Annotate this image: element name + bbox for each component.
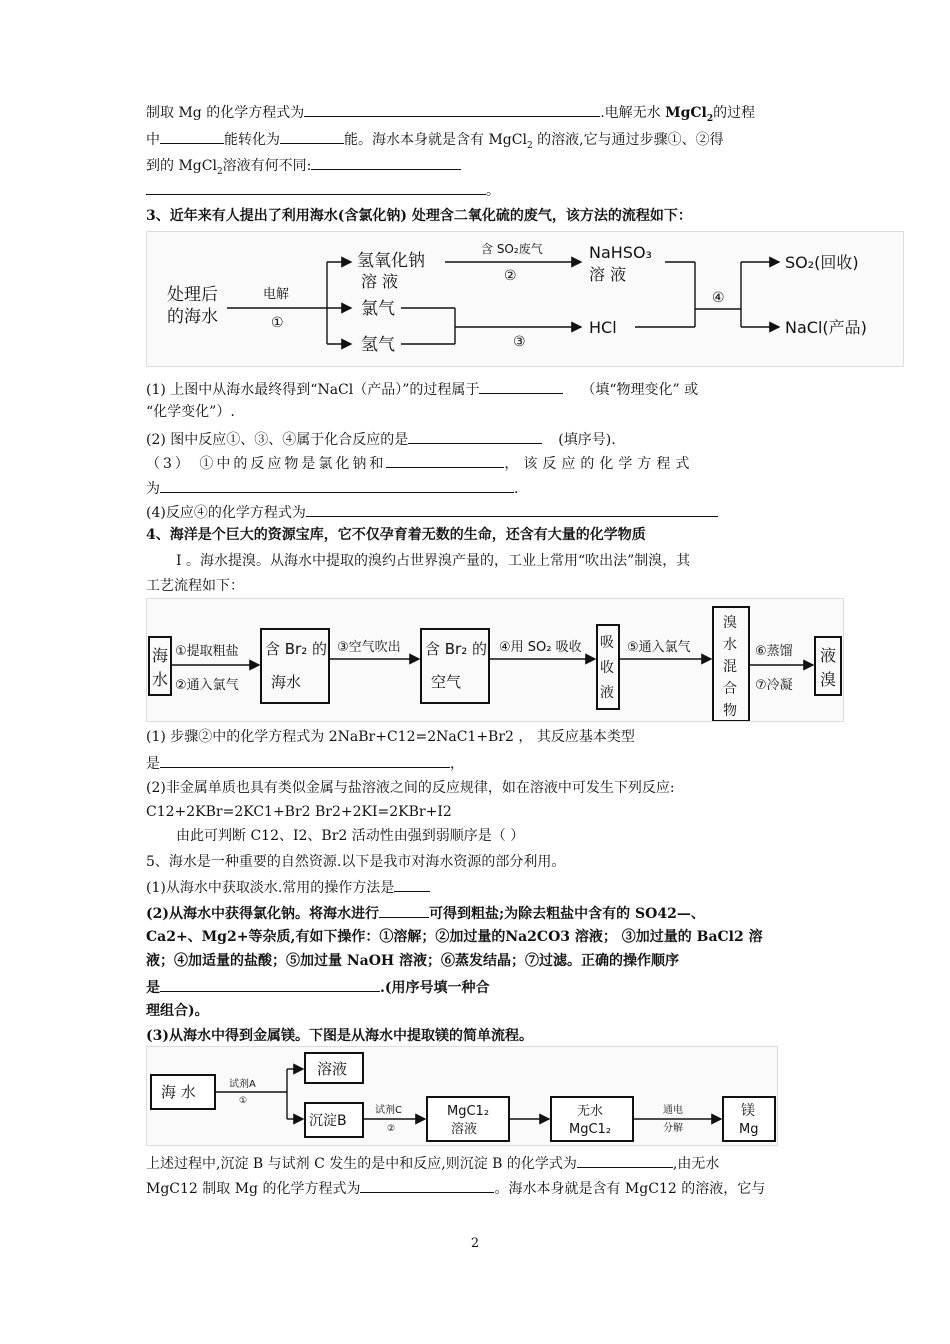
answer-blank[interactable] bbox=[160, 752, 450, 768]
magnesium-label: Mg bbox=[739, 1122, 759, 1137]
answer-blank[interactable] bbox=[160, 477, 514, 493]
seawater-label: 海 bbox=[152, 646, 169, 665]
mixture-label: 水 bbox=[723, 637, 737, 653]
source-seawater-label: 处理后 bbox=[167, 285, 218, 305]
answer-blank[interactable] bbox=[306, 501, 718, 517]
text-line: 由此可判断 C12、I2、Br2 活动性由强到弱顺序是（ ） bbox=[176, 828, 525, 844]
answer-blank[interactable] bbox=[577, 1152, 673, 1168]
text-line: 液；④加适量的盐酸；⑤加过量 NaOH 溶液；⑥蒸发结晶；⑦过滤。正确的操作顺序 bbox=[146, 953, 680, 969]
text-line: 是 ， bbox=[146, 752, 810, 774]
text-line: 上述过程中,沉淀 B 与试剂 C 发生的是中和反应,则沉淀 B 的化学式为 ,由无水 bbox=[146, 1152, 810, 1174]
naoh-label: 溶 液 bbox=[361, 272, 399, 291]
flowchart-so2-treatment bbox=[146, 231, 904, 367]
nahso3-label: 溶 液 bbox=[589, 265, 627, 284]
answer-blank[interactable] bbox=[360, 1177, 494, 1193]
step-label: ②通入氯气 bbox=[175, 678, 239, 693]
so2-recovery-label: SO₂(回收) bbox=[785, 253, 859, 272]
hcl-label: HCl bbox=[589, 318, 617, 337]
text-line: Ca2+、Mg2+等杂质,有如下操作：①溶解；②加过量的Na2CO3 溶液； ③加过量的 BaCl2 溶 bbox=[146, 929, 763, 945]
reagent-label: 含 SO₂废气 bbox=[481, 242, 543, 256]
hydrogen-label: 氢气 bbox=[361, 335, 395, 355]
step-label: ⑤通入氯气 bbox=[627, 640, 691, 655]
flowchart-bromine-extraction bbox=[146, 598, 844, 722]
step-number: ① bbox=[239, 1096, 248, 1106]
text-line: (4)反应④的化学方程式为 bbox=[146, 501, 810, 523]
step-label: ③空气吹出 bbox=[337, 640, 401, 655]
text-line: “化学变化”）. bbox=[146, 404, 235, 420]
text-line: (2)从海水中获得氯化钠。将海水进行 可得到粗盐;为除去粗盐中含有的 SO42—、 bbox=[146, 902, 810, 924]
seawater-label: 海 水 bbox=[161, 1083, 196, 1101]
step-label: ⑦冷凝 bbox=[755, 678, 793, 693]
text-line: (2)非金属单质也具有类似金属与盐溶液之间的反应规律，如在溶液中可发生下列反应: bbox=[146, 780, 675, 796]
answer-blank[interactable] bbox=[311, 154, 461, 170]
step-label: ①提取粗盐 bbox=[175, 644, 239, 659]
nahso3-label: NaHSO₃ bbox=[589, 243, 652, 262]
br2-seawater-label: 海水 bbox=[271, 673, 302, 691]
text-line: MgC12 制取 Mg 的化学方程式为 。海水本身就是含有 MgC12 的溶液，它与 bbox=[146, 1177, 810, 1199]
precipitate-label: 沉淀B bbox=[309, 1113, 347, 1129]
mgcl2-label: 溶液 bbox=[451, 1122, 478, 1137]
text-line: Ⅰ 。海水提溴。从海水中提取的溴约占世界溴产量的，工业上常用“吹出法”制溴，其 bbox=[176, 553, 691, 569]
step-number: ① bbox=[271, 315, 284, 331]
answer-blank[interactable] bbox=[304, 101, 600, 117]
text-line: (1)从海水中获取淡水.常用的操作方法是 bbox=[146, 876, 810, 898]
liquid-bromine-label: 液 bbox=[820, 646, 837, 665]
nacl-product-label: NaCl(产品) bbox=[785, 318, 867, 337]
step-number: ③ bbox=[513, 334, 526, 350]
question-5-heading: 5、海水是一种重要的自然资源.以下是我市对海水资源的部分利用。 bbox=[146, 854, 566, 870]
mixture-label: 混 bbox=[723, 659, 737, 675]
text-line: (1) 步骤②中的化学方程式为 2NaBr+C12=2NaC1+Br2 ， 其反应基本类型 bbox=[146, 729, 635, 745]
text-line: (3)从海水中得到金属镁。下图是从海水中提取镁的简单流程。 bbox=[146, 1028, 533, 1044]
text-line: (2) 图中反应①、③、④属于化合反应的是 (填序号). bbox=[146, 428, 810, 450]
text-line: 理组合)。 bbox=[146, 1003, 209, 1019]
answer-blank[interactable] bbox=[146, 179, 486, 195]
text-line: 。 bbox=[146, 179, 810, 201]
text-line: 为 . bbox=[146, 477, 810, 499]
answer-blank[interactable] bbox=[479, 378, 563, 394]
mixture-label: 合 bbox=[723, 681, 737, 697]
text-line: 中 能转化为 能。海水本身就是含有 MgCl$_2$ 的溶液,它与通过步骤①、②得 bbox=[146, 128, 810, 156]
magnesium-label: 镁 bbox=[741, 1103, 755, 1119]
page-number: 2 bbox=[470, 1236, 480, 1251]
naoh-label: 氢氧化钠 bbox=[357, 251, 425, 271]
text-line: （3） ①中的反应物是氯化钠和 ，该反应的化学方程式 bbox=[146, 452, 810, 474]
text-line: (1) 上图中从海水最终得到“NaCl（产品）”的过程属于 （填“物理变化” 或 bbox=[146, 378, 810, 400]
step-number: ④ bbox=[712, 290, 725, 306]
source-seawater-label: 的海水 bbox=[167, 307, 218, 327]
step-number: ② bbox=[387, 1124, 396, 1134]
answer-blank[interactable] bbox=[160, 976, 380, 992]
flowchart-magnesium-extraction bbox=[146, 1046, 778, 1146]
question-4-heading: 4、海洋是个巨大的资源宝库，它不仅孕育着无数的生命，还含有大量的化学物质 bbox=[146, 527, 646, 543]
absorption-label: 液 bbox=[600, 685, 614, 701]
reagent-label: 试剂A bbox=[229, 1079, 256, 1090]
br2-air-label: 空气 bbox=[431, 673, 462, 691]
step-label: ⑥蒸馏 bbox=[755, 644, 793, 659]
chlorine-label: 氯气 bbox=[361, 299, 395, 319]
text-line: 到的 MgCl$_2$溶液有何不同: bbox=[146, 154, 810, 182]
text-line: C12+2KBr=2KC1+Br2 Br2+2KI=2KBr+I2 bbox=[146, 804, 452, 820]
br2-air-label: 含 Br₂ 的 bbox=[425, 640, 488, 658]
br2-seawater-label: 含 Br₂ 的 bbox=[265, 640, 328, 658]
seawater-label: 水 bbox=[152, 670, 169, 689]
text-line: 工艺流程如下： bbox=[146, 578, 244, 594]
answer-blank[interactable] bbox=[408, 428, 542, 444]
answer-blank[interactable] bbox=[379, 902, 429, 918]
reagent-label: 试剂C bbox=[375, 1105, 402, 1116]
step-number: ② bbox=[504, 268, 517, 284]
absorption-label: 收 bbox=[600, 660, 614, 676]
answer-blank[interactable] bbox=[394, 876, 430, 892]
condition-label: 分解 bbox=[663, 1123, 683, 1134]
question-3-heading: 3、近年来有人提出了利用海水(含氯化钠) 处理含二氧化硫的废气，该方法的流程如下： bbox=[146, 208, 692, 224]
step-label: ④用 SO₂ 吸收 bbox=[499, 640, 582, 655]
condition-label: 通电 bbox=[663, 1105, 683, 1116]
mixture-label: 物 bbox=[723, 703, 737, 719]
solution-label: 溶液 bbox=[317, 1060, 348, 1078]
answer-blank[interactable] bbox=[386, 452, 504, 468]
answer-blank[interactable] bbox=[160, 128, 224, 144]
answer-blank[interactable] bbox=[280, 128, 344, 144]
liquid-bromine-label: 溴 bbox=[820, 670, 837, 689]
step-label: 电解 bbox=[263, 287, 290, 302]
anhydrous-label: MgC1₂ bbox=[569, 1122, 612, 1137]
absorption-label: 吸 bbox=[600, 635, 614, 651]
mixture-label: 溴 bbox=[723, 615, 737, 631]
text-line: 制取 Mg 的化学方程式为 .电解无水 MgCl$_2$的过程 bbox=[146, 101, 810, 129]
anhydrous-label: 无水 bbox=[577, 1104, 604, 1119]
text-line: 是 .(用序号填一种合 bbox=[146, 976, 810, 998]
mgcl2-label: MgC1₂ bbox=[447, 1104, 490, 1119]
